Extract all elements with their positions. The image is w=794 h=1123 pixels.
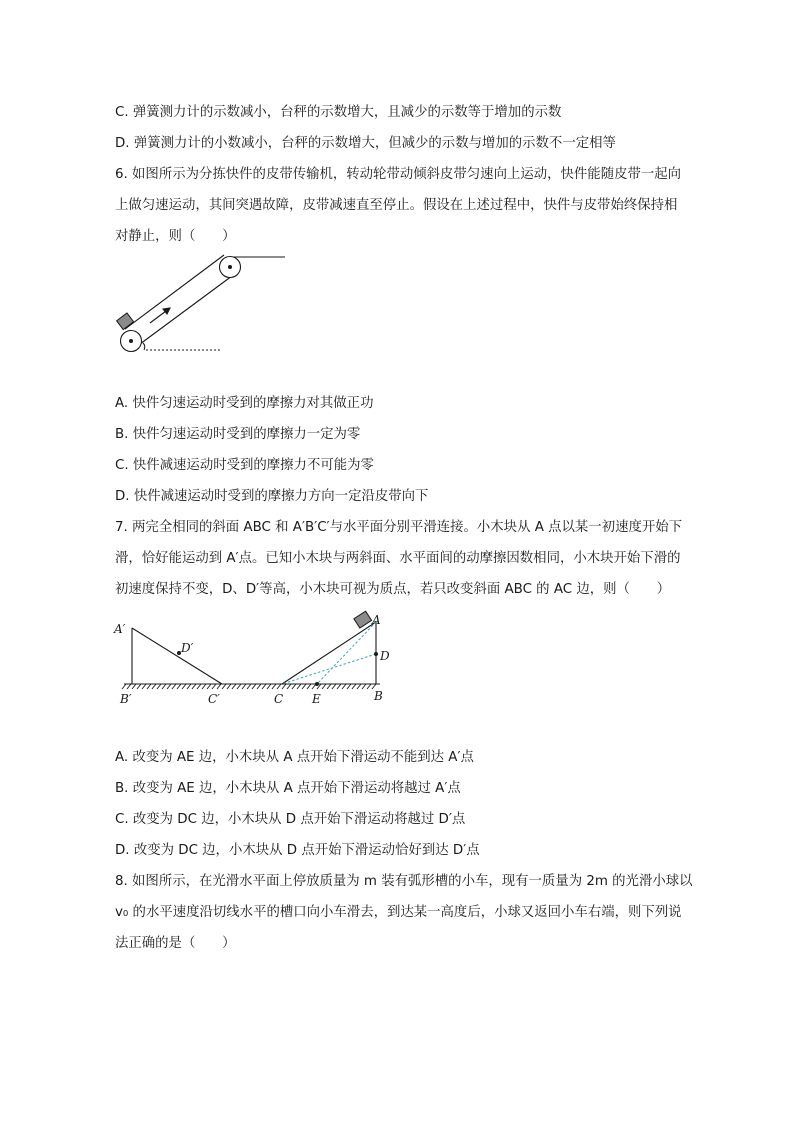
ground-hatch-mark <box>217 684 221 689</box>
incline-figure <box>110 610 390 710</box>
q6-stem-line-1: 6. 如图所示为分拣快件的皮带传输机，转动轮带动倾斜皮带匀速向上运动，快件能随皮带一起向 <box>115 167 682 182</box>
ground-hatch-mark <box>172 684 176 689</box>
ground-hatch-mark <box>302 684 306 689</box>
ground-hatch-mark <box>157 684 161 689</box>
ground-hatch-mark <box>142 684 146 689</box>
ground-hatch-mark <box>322 684 326 689</box>
ground-hatch-mark <box>287 684 291 689</box>
ground-hatch-mark <box>212 684 216 689</box>
q5-option-d: D. 弹簧测力计的小数减小，台秤的示数增大，但减少的示数与增加的示数不一定相等 <box>115 136 616 151</box>
ground-hatch-mark <box>267 684 271 689</box>
q8-stem-line-1: 8. 如图所示，在光滑水平面上停放质量为 m 装有弧形槽的小车，现有一质量为 2m 的光滑小球以 <box>115 874 693 889</box>
ground-hatch-mark <box>247 684 251 689</box>
ground-hatch-mark <box>132 684 136 689</box>
q7-option-c: C. 改变为 DC 边，小木块从 D 点开始下滑运动将越过 D′点 <box>115 812 466 827</box>
ground-hatch-mark <box>202 684 206 689</box>
label-b-prime: B′ <box>120 692 132 706</box>
ground-hatch-mark <box>127 684 131 689</box>
ground-hatch-mark <box>257 684 261 689</box>
q6-option-a: A. 快件匀速运动时受到的摩擦力对其做正功 <box>115 396 374 411</box>
ground-hatch-mark <box>327 684 331 689</box>
ground-hatch-mark <box>357 684 361 689</box>
q7-stem-line-1: 7. 两完全相同的斜面 ABC 和 A′B′C′与水平面分别平滑连接。小木块从 A 点以某一初速度开始下 <box>115 520 683 535</box>
label-a-prime: A′ <box>114 622 126 636</box>
ground-hatch-mark <box>252 684 256 689</box>
ground-hatch-mark <box>307 684 311 689</box>
ground-hatch-mark <box>222 684 226 689</box>
q6-option-c: C. 快件减速运动时受到的摩擦力不可能为零 <box>115 458 374 473</box>
ground-hatch-mark <box>137 684 141 689</box>
ground-hatch-mark <box>297 684 301 689</box>
label-c: C <box>274 692 284 706</box>
conveyor-belt-figure <box>110 250 310 360</box>
label-d-prime: D′ <box>181 641 194 655</box>
ground-hatch-mark <box>347 684 351 689</box>
ground-hatch-mark <box>147 684 151 689</box>
q7-option-a: A. 改变为 AE 边，小木块从 A 点开始下滑运动不能到达 A′点 <box>115 750 474 765</box>
label-b: B <box>374 689 383 703</box>
label-c-prime: C′ <box>208 692 220 706</box>
ground-hatch-mark <box>262 684 266 689</box>
ground-hatch-mark <box>242 684 246 689</box>
q7-stem-line-2: 滑，恰好能运动到 A′点。已知小木块与两斜面、水平面间的动摩擦因数相同，小木块开始下滑的 <box>115 551 681 566</box>
ground-hatch-mark <box>277 684 281 689</box>
ground-hatch-mark <box>197 684 201 689</box>
q8-stem-line-3: 法正确的是（ ） <box>115 936 236 951</box>
ground-hatch-mark <box>182 684 186 689</box>
ground-hatch-mark <box>122 684 126 689</box>
ground-hatch-mark <box>292 684 296 689</box>
ground-hatch-mark <box>162 684 166 689</box>
q7-stem-line-3: 初速度保持不变，D、D′等高，小木块可视为质点，若只改变斜面 ABC 的 AC 边，则（ ） <box>115 582 671 597</box>
ground-hatch-mark <box>337 684 341 689</box>
label-a: A <box>372 613 381 627</box>
ground-hatch-mark <box>192 684 196 689</box>
q6-stem-line-3: 对静止，则（ ） <box>115 229 236 244</box>
ground-hatch-mark <box>332 684 336 689</box>
ground-hatch-mark <box>367 684 371 689</box>
ground-hatch-mark <box>177 684 181 689</box>
q6-option-d: D. 快件减速运动时受到的摩擦力方向一定沿皮带向下 <box>115 489 429 504</box>
q8-stem-line-2: v₀ 的水平速度沿切线水平的槽口向小车滑去，到达某一高度后，小球又返回小车右端，则下列说 <box>115 905 682 920</box>
ground-hatch-mark <box>362 684 366 689</box>
ground-hatch-mark <box>352 684 356 689</box>
ground-hatch-mark <box>227 684 231 689</box>
label-e: E <box>312 692 321 706</box>
ground-hatch-mark <box>207 684 211 689</box>
ground-hatch-mark <box>237 684 241 689</box>
ground-hatch-mark <box>232 684 236 689</box>
ground-hatch-mark <box>342 684 346 689</box>
q6-option-b: B. 快件匀速运动时受到的摩擦力一定为零 <box>115 427 361 442</box>
q6-stem-line-2: 上做匀速运动，其间突遇故障，皮带减速直至停止。假设在上述过程中，快件与皮带始终保持相 <box>115 198 678 213</box>
ground-hatch-mark <box>187 684 191 689</box>
ground-hatch-mark <box>282 684 286 689</box>
ground-hatch-mark <box>152 684 156 689</box>
q7-option-d: D. 改变为 DC 边，小木块从 D 点开始下滑运动恰好到达 D′点 <box>115 843 480 858</box>
q7-option-b: B. 改变为 AE 边，小木块从 A 点开始下滑运动将越过 A′点 <box>115 781 461 796</box>
q5-option-c: C. 弹簧测力计的示数减小，台秤的示数增大，且减少的示数等于增加的示数 <box>115 105 562 120</box>
ground-hatch-mark <box>272 684 276 689</box>
ground-hatch-mark <box>167 684 171 689</box>
label-d: D <box>380 649 390 663</box>
